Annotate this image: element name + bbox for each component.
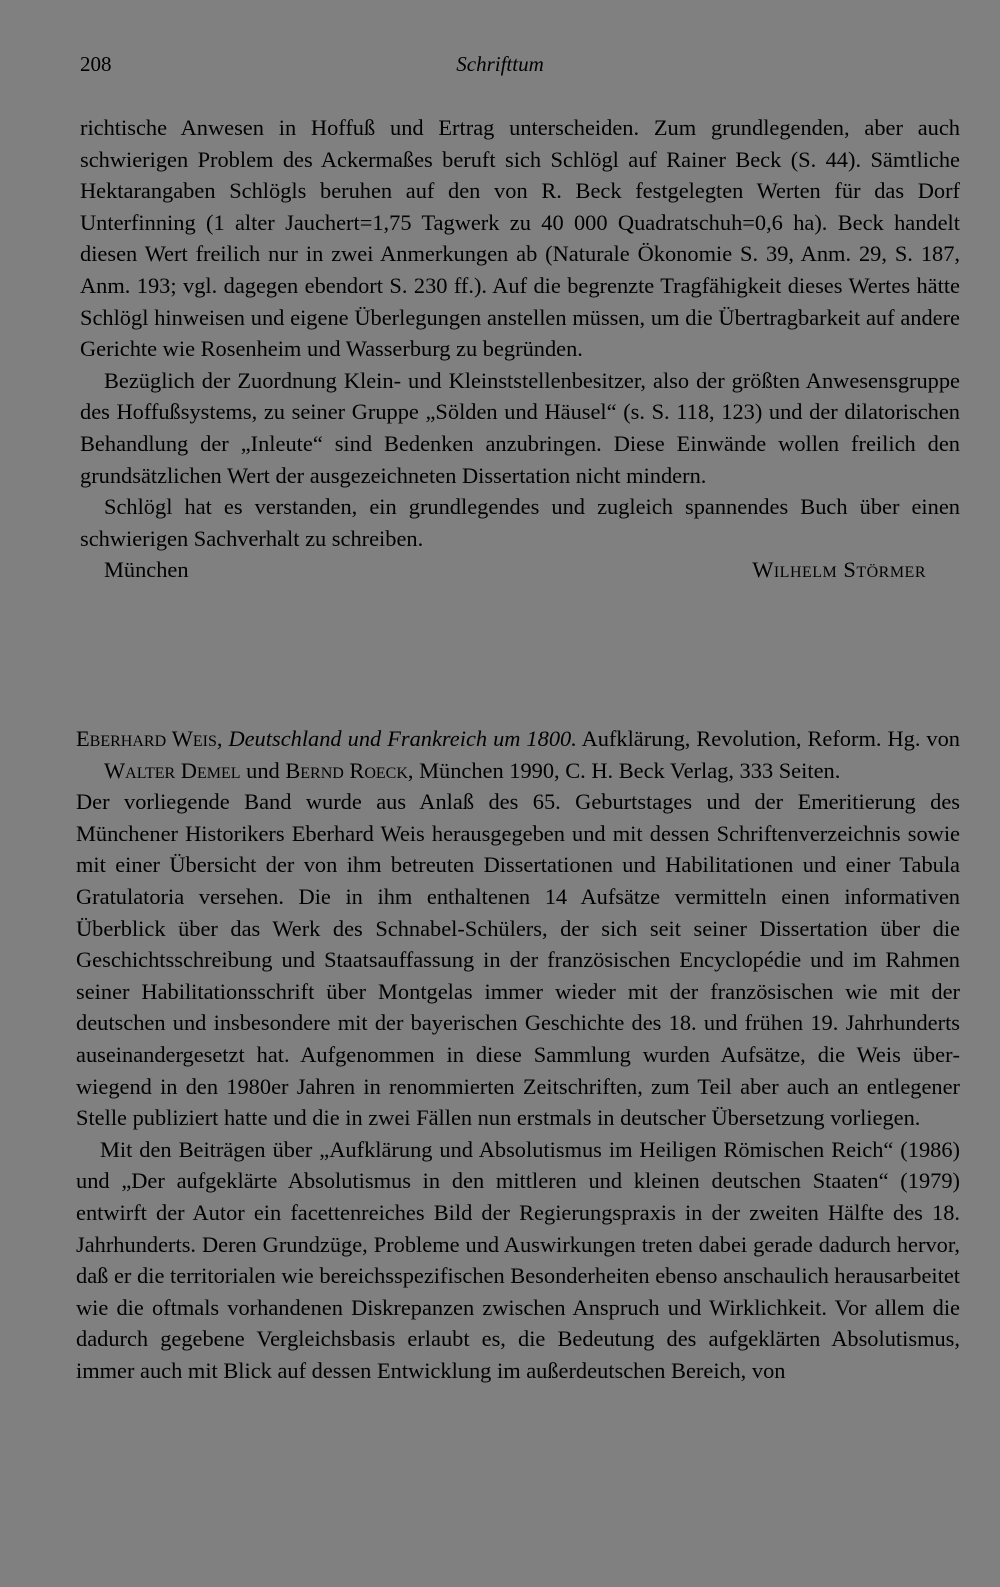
citation-editor-1: Walter Demel	[104, 757, 241, 783]
citation-subtitle: Aufklärung, Revolution, Reform. Hg. von	[576, 726, 960, 751]
citation-publication: , München 1990, C. H. Beck Verlag, 333 Seiten.	[407, 757, 841, 783]
review-1-paragraph: richtische Anwesen in Hoffuß und Ertrag unterscheiden. Zum grundlegenden, aber auch schwierigen Problem des Ackermaßes beruft sich Schlögl auf Rainer Beck (S. 44). Sämtliche Hektarangaben Schlögls beruhen auf den von R. Beck festgelegten Werten für das Dorf Unterfinning (1 alter Jauchert=1,75 Tagwerk zu 40 000 Quadratschuh=0,6 ha). Beck handelt diesen Wert freilich nur in zwei Anmerkungen ab (Naturale Ökonomie S. 39, Anm. 29, S. 187, Anm. 193; vgl. dagegen ebendort S. 230 ff.). Auf die begrenzte Tragfähigkeit dieses Wertes hätte Schlögl hinweisen und eigene Überlegungen anstellen müssen, um die Übertragbarkeit auf andere Gerichte wie Rosenheim und Wasserburg zu begründen.	[80, 115, 960, 362]
review-1-paragraph: Schlögl hat es verstanden, ein grundlegendes und zugleich spannendes Buch über einen schwierigen Sachverhalt zu schreiben.	[80, 494, 960, 551]
signature-author: Wilhelm Störmer	[752, 557, 926, 583]
book-citation: Eberhard Weis, Deutschland und Frankreich um 1800. Aufklärung, Revolution, Reform. Hg. von Walter Demel und Bernd Roeck, München 1990, C. H. Beck Verlag, 333 Seiten.	[76, 726, 960, 783]
review-1-paragraph: Bezüglich der Zuordnung Klein- und Kleinststellenbesitzer, also der größten Anwesensgruppe des Hoffußsystems, zu seiner Gruppe „Sölden und Häusel“ (s. S. 118, 123) und der dilatorischen Behandlung der „Inleute“ sind Bedenken anzubringen. Diese Einwände wollen freilich den grundsätzlichen Wert der ausgezeichneten Dissertation nicht mindern.	[80, 367, 960, 488]
page-number: 208	[80, 52, 112, 76]
citation-conjunction: und	[240, 757, 286, 783]
review-2-paragraph: Mit den Beiträgen über „Aufklärung und Absolutismus im Heiligen Römischen Reich“ (1986) und „Der aufgeklärte Absolutismus in den mittleren und kleinen deutschen Staaten“ (1979) entwirft der Autor ein facettenreiches Bild der Regierungspraxis in der zweiten Hälfte des 18. Jahrhunderts. Deren Grundzüge, Probleme und Auswirkungen treten dabei gerade dadurch hervor, daß er die territorialen wie bereichsspezifischen Besonderheiten ebenso anschaulich herausarbeitet wie die oftmals vorhandenen Diskrepanzen zwischen Anspruch und Wirklichkeit. Vor allem die dadurch gegebene Vergleichsbasis erlaubt es, die Bedeutung des aufgeklärten Absolutismus, immer auch mit Blick auf dessen Entwicklung im außerdeutschen Bereich, von	[76, 1136, 960, 1383]
citation-title: Deutschland und Frankreich um 1800.	[228, 726, 577, 751]
signature-place: München	[104, 557, 189, 583]
running-head	[80, 52, 960, 86]
citation-author: Eberhard Weis	[76, 726, 217, 751]
review-2	[76, 723, 960, 1386]
citation-editor-2: Bernd Roeck	[285, 757, 408, 783]
review-1-text	[80, 112, 960, 586]
review-1-signature	[80, 554, 960, 586]
running-title: Schrifttum	[456, 52, 544, 76]
review-2-paragraph: Der vorliegende Band wurde aus Anlaß des 65. Geburtstages und der Emeritierung des Münchener Historikers Eberhard Weis herausgegeben und mit dessen Schriftenverzeichnis sowie mit einer Übersicht der von ihm betreuten Dissertationen und Habilitationen und einer Tabula Gratulatoria versehen. Die in ihm enthaltenen 14 Aufsätze vermitteln einen informativen Überblick über das Werk des Schnabel-Schülers, der sich seit seiner Dissertation über die Geschichtsschreibung und Staatsauffassung in der französischen Encyclopédie und im Rahmen seiner Habilitationsschrift über Montgelas immer wieder mit der französischen wie mit der deutschen und insbesondere mit der bayerischen Geschichte des 18. und frühen 19. Jahrhunderts auseinandergesetzt hat. Aufgenommen in diese Sammlung wurden Aufsätze, die Weis überwiegend in den 1980er Jahren in renommierten Zeitschriften, zum Teil aber auch an entlegener Stelle publiziert hatte und die in zwei Fällen nun erstmals in deutscher Übersetzung vorliegen.	[76, 789, 960, 1131]
